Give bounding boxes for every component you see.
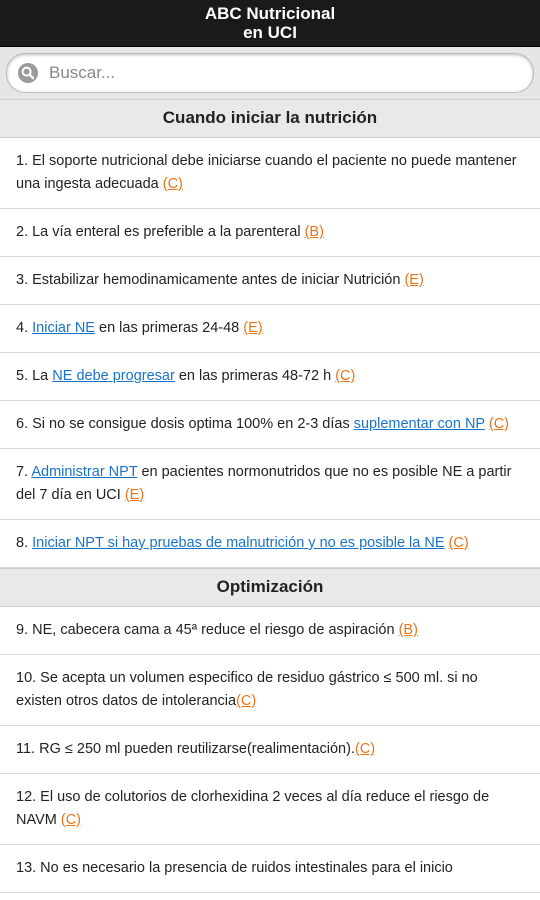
app-header: [0, 0, 540, 47]
content-list: [0, 99, 540, 893]
list-item[interactable]: [0, 845, 540, 893]
item-link[interactable]: Administrar NPT: [31, 464, 138, 480]
item-text: 4.: [16, 320, 33, 336]
list-item[interactable]: [0, 449, 540, 520]
list-item[interactable]: [0, 138, 540, 209]
list-item[interactable]: [0, 257, 540, 305]
list-item[interactable]: [0, 305, 540, 353]
item-link[interactable]: NE debe progresar: [52, 368, 175, 384]
list-item[interactable]: [0, 353, 540, 401]
evidence-grade-link[interactable]: (C): [162, 176, 183, 192]
item-text: 6. Si no se consigue dosis optima 100% en 2-3 días: [16, 416, 354, 432]
item-text: 10. Se acepta un volumen especifico de residuo gástrico ≤ 500 ml. si no existen otros datos de intolerancia: [16, 670, 478, 709]
evidence-grade-link[interactable]: (E): [404, 272, 424, 288]
item-text: 7.: [16, 464, 32, 480]
section-header: Optimización: [0, 568, 540, 607]
evidence-grade-link[interactable]: (C): [488, 416, 510, 432]
item-text-cont: en las primeras 48-72 h: [174, 368, 336, 384]
item-text: 3. Estabilizar hemodinamicamente antes de iniciar Nutrición: [16, 272, 405, 288]
evidence-grade-link[interactable]: (C): [236, 693, 257, 709]
evidence-grade-link[interactable]: (E): [243, 320, 263, 336]
item-text: 8.: [16, 535, 33, 551]
list-item[interactable]: [0, 774, 540, 845]
item-text: 1. El soporte nutricional debe iniciarse cuando el paciente no puede mantener una ingesta adecuada: [16, 153, 517, 192]
evidence-grade-link[interactable]: (E): [124, 487, 145, 503]
evidence-grade-link[interactable]: (C): [60, 812, 81, 828]
evidence-grade-link[interactable]: (C): [448, 535, 469, 551]
item-text: 13. No es necesario la presencia de ruidos intestinales para el inicio: [16, 860, 453, 876]
evidence-grade-link[interactable]: (C): [354, 741, 376, 757]
evidence-grade-link[interactable]: (B): [304, 224, 324, 240]
list-item[interactable]: [0, 520, 540, 568]
list-item[interactable]: [0, 607, 540, 655]
item-text: 2. La vía enteral es preferible a la parenteral: [16, 224, 305, 240]
item-text: 11. RG ≤ 250 ml pueden reutilizarse(realimentación).: [16, 741, 355, 757]
list-item[interactable]: [0, 655, 540, 726]
item-text: 5. La: [16, 368, 53, 384]
evidence-grade-link[interactable]: (C): [335, 368, 356, 384]
evidence-grade-link[interactable]: (B): [398, 622, 418, 638]
item-link[interactable]: Iniciar NPT si hay pruebas de malnutrición y no es posible la NE: [32, 535, 445, 551]
list-item[interactable]: [0, 401, 540, 449]
list-item[interactable]: [0, 209, 540, 257]
search-box[interactable]: [6, 53, 534, 93]
list-item[interactable]: [0, 726, 540, 774]
item-text-cont: en pacientes normonutridos que no es posible NE a partir del 7 día en UCI: [16, 464, 512, 503]
item-link[interactable]: Iniciar NE: [32, 320, 95, 336]
search-bar: [0, 47, 540, 99]
item-text: 12. El uso de colutorios de clorhexidina 2 veces al día reduce el riesgo de NAVM: [16, 789, 490, 828]
search-icon: [17, 62, 39, 84]
item-link[interactable]: suplementar con NP: [353, 416, 485, 432]
item-text: 9. NE, cabecera cama a 45ª reduce el riesgo de aspiración: [16, 622, 399, 638]
app-title-line2: en UCI: [243, 23, 297, 42]
item-text-cont: en las primeras 24-48: [94, 320, 244, 336]
section-header: Cuando iniciar la nutrición: [0, 99, 540, 138]
app-title-line1: ABC Nutricional: [204, 4, 336, 23]
search-input[interactable]: [47, 62, 523, 84]
